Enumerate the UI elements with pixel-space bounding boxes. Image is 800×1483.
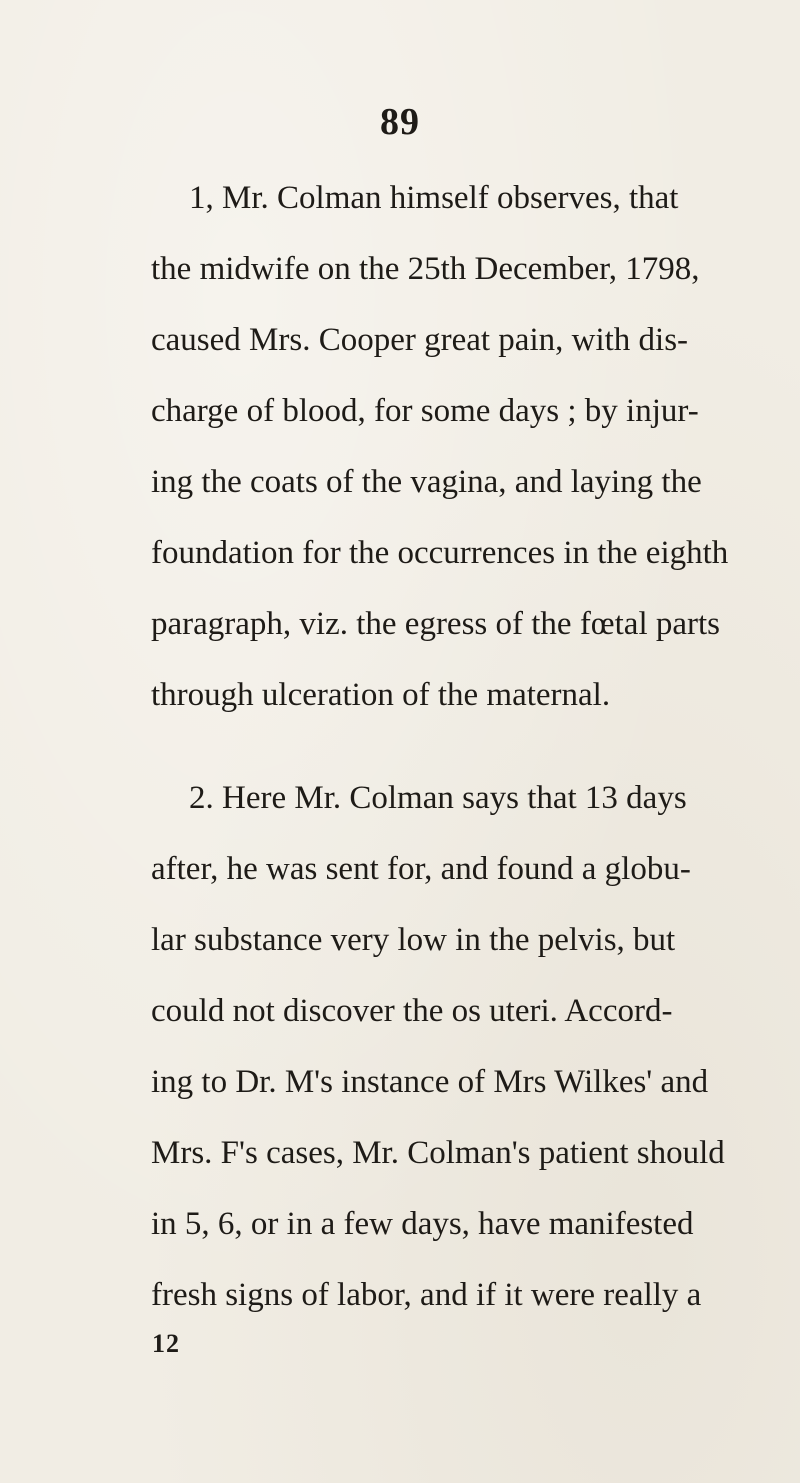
text-line: caused Mrs. Cooper great pain, with dis-	[151, 322, 689, 358]
text-line: the midwife on the 25th December, 1798,	[151, 251, 700, 287]
text-line: in 5, 6, or in a few days, have manifested	[151, 1206, 694, 1242]
text-line: lar substance very low in the pelvis, but	[151, 922, 676, 958]
text-line: paragraph, viz. the egress of the fœtal parts	[151, 606, 721, 642]
text-line: could not discover the os uteri. Accord-	[151, 993, 673, 1029]
text-line: fresh signs of labor, and if it were really a	[151, 1277, 702, 1313]
text-line: through ulceration of the maternal.	[151, 677, 611, 713]
page-number: 89	[380, 101, 420, 143]
text-line: 1, Mr. Colman himself observes, that	[189, 180, 679, 216]
signature-mark: 12	[152, 1329, 180, 1358]
text-line: after, he was sent for, and found a globu-	[151, 851, 691, 887]
text-line: 2. Here Mr. Colman says that 13 days	[189, 780, 687, 816]
text-line: ing to Dr. M's instance of Mrs Wilkes' and	[151, 1064, 709, 1100]
text-line: charge of blood, for some days ; by injur-	[151, 393, 699, 429]
text-line: foundation for the occurrences in the eighth	[151, 535, 729, 571]
text-line: ing the coats of the vagina, and laying the	[151, 464, 702, 500]
text-line: Mrs. F's cases, Mr. Colman's patient should	[151, 1135, 725, 1171]
